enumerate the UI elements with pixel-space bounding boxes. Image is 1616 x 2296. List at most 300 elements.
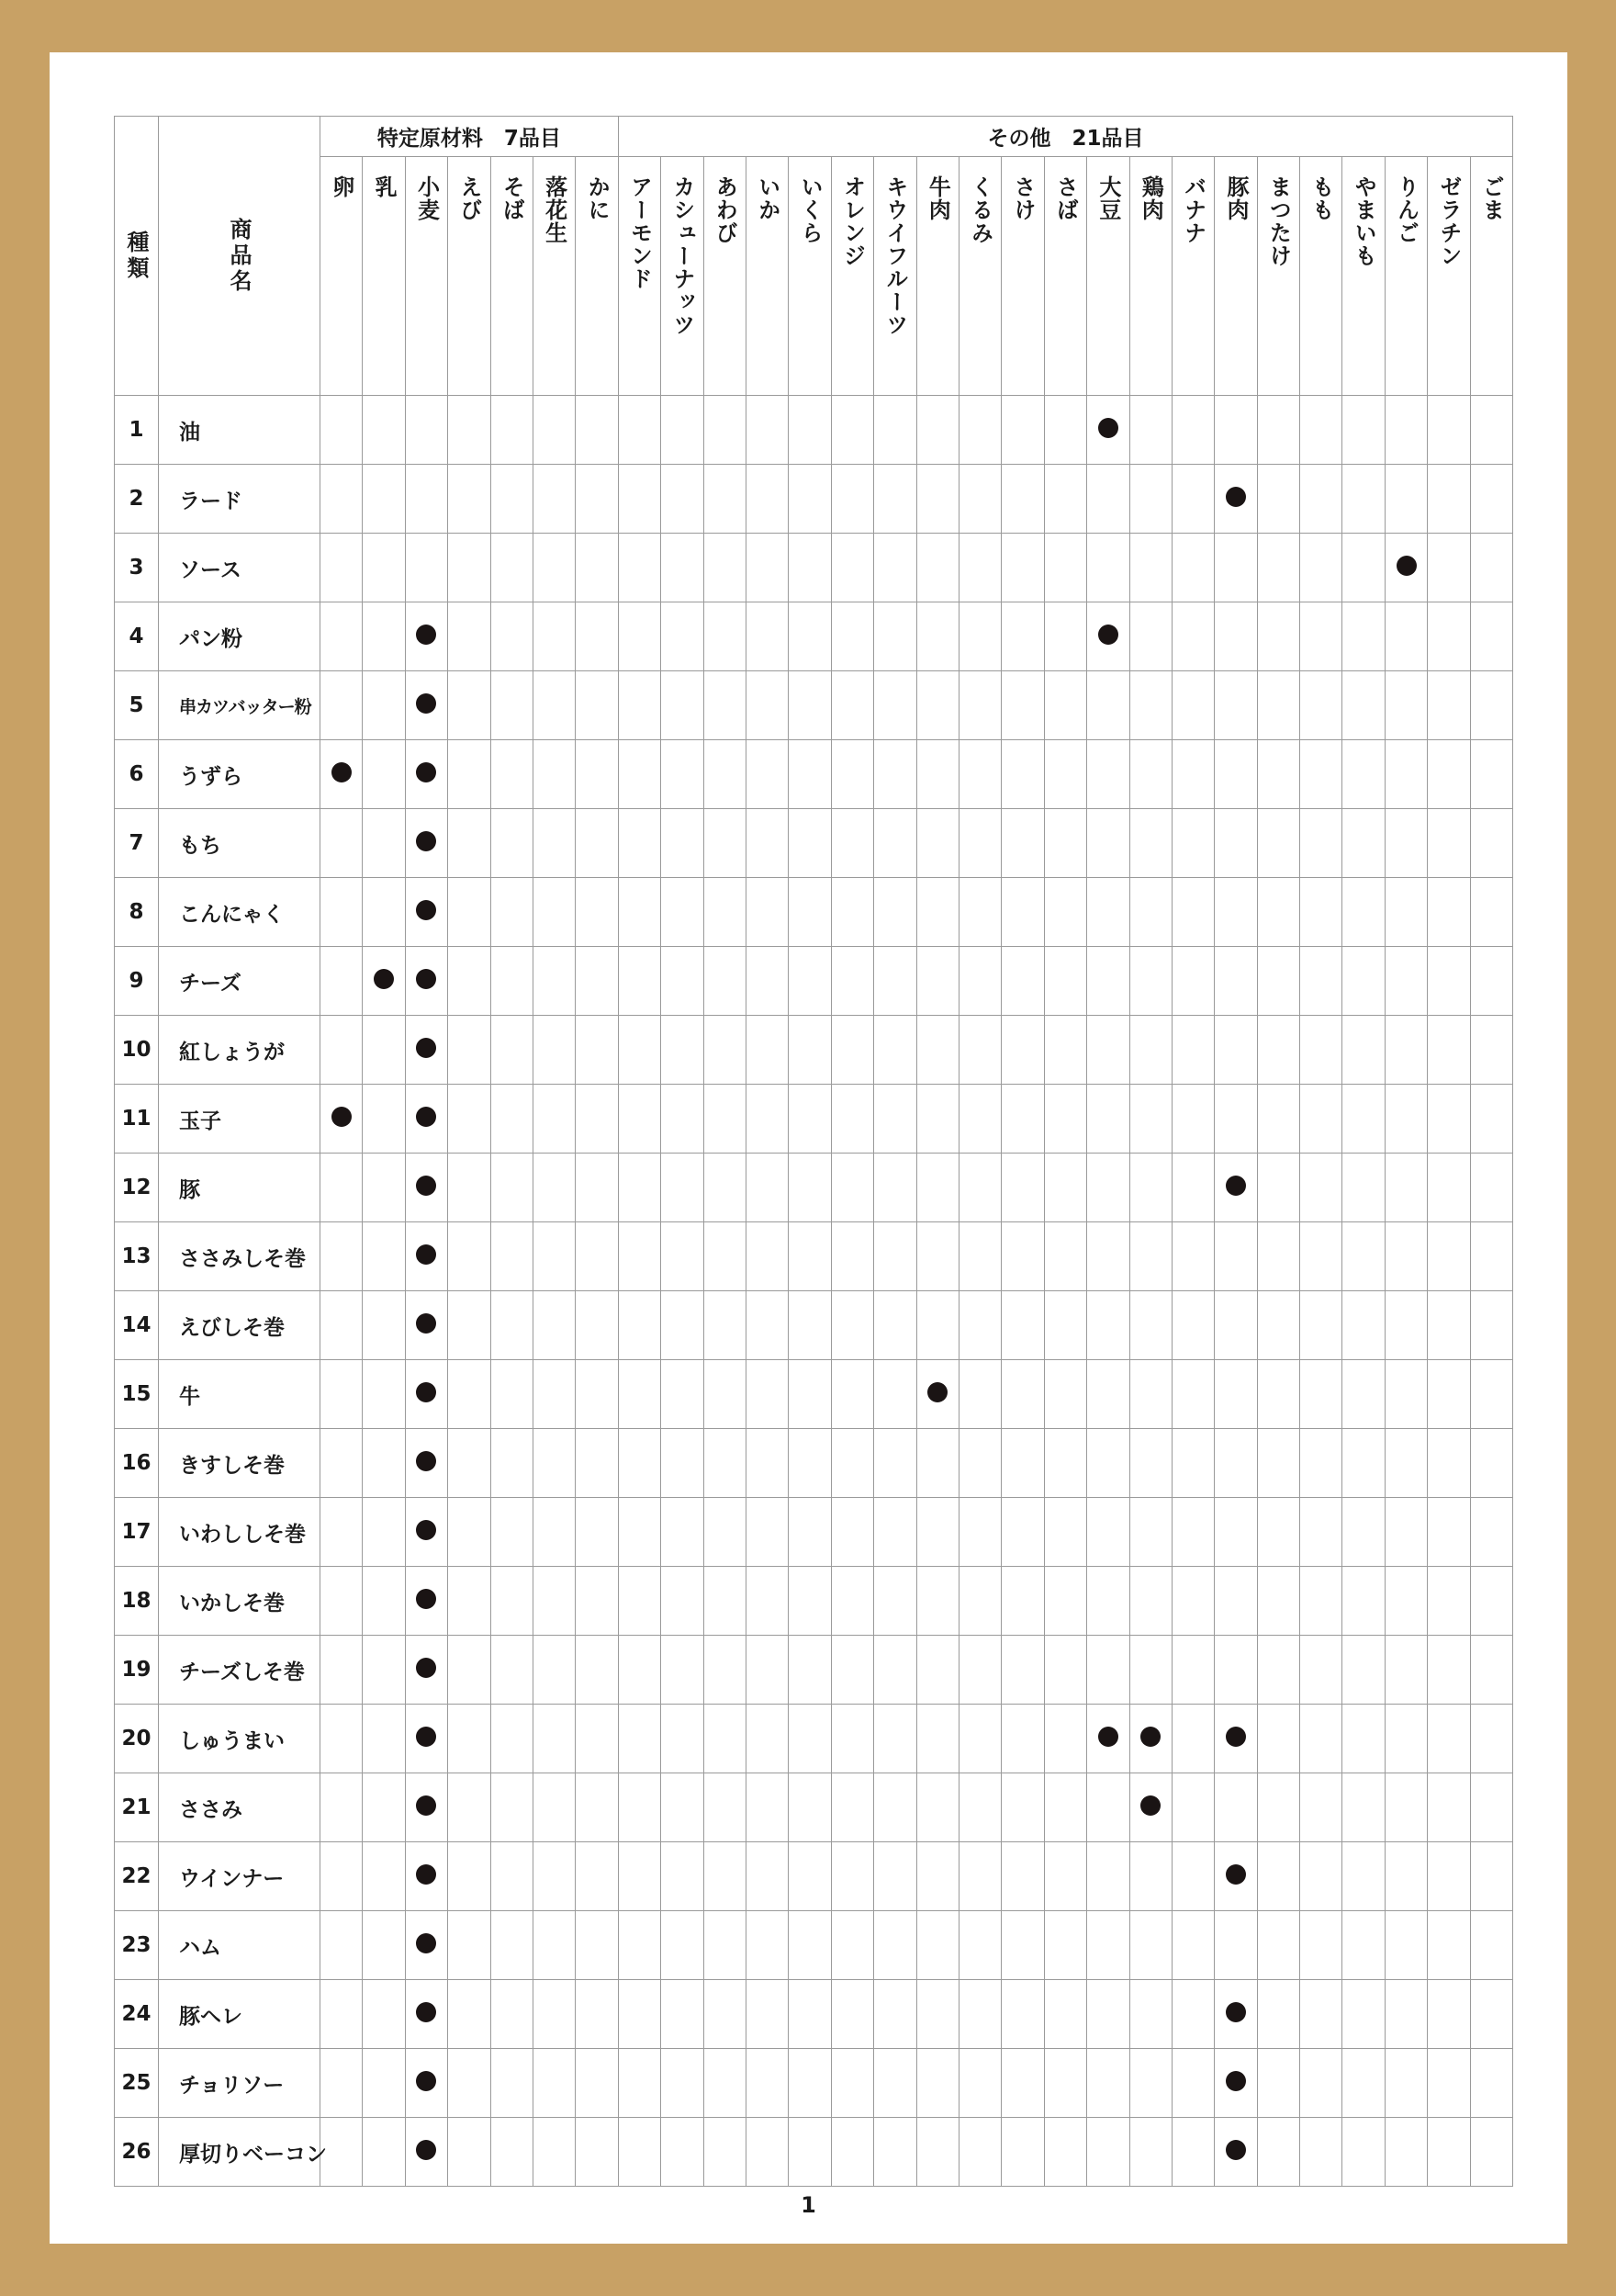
allergen-cell	[959, 1980, 1001, 2049]
allergen-cell	[576, 534, 618, 602]
allergen-cell	[916, 534, 959, 602]
allergen-cell	[576, 1085, 618, 1154]
allergen-cell	[916, 740, 959, 809]
allergen-cell	[1129, 809, 1172, 878]
allergen-cell	[1342, 671, 1385, 740]
allergen-cell	[1215, 740, 1257, 809]
allergen-cell	[1470, 947, 1512, 1016]
allergen-cell	[363, 1085, 405, 1154]
allergen-cell	[448, 1567, 490, 1636]
allergen-cell	[1215, 1636, 1257, 1705]
allergen-cell	[916, 1360, 959, 1429]
allergen-cell	[405, 671, 447, 740]
allergen-cell	[703, 1705, 746, 1773]
allergen-cell	[1172, 1773, 1214, 1842]
allergen-cell	[661, 1360, 703, 1429]
allergen-cell	[1342, 602, 1385, 671]
allergen-cell	[1342, 465, 1385, 534]
allergen-cell	[831, 396, 873, 465]
allergen-cell	[1002, 1498, 1044, 1567]
allergen-cell	[1428, 465, 1470, 534]
allergen-cell	[1470, 1016, 1512, 1085]
allergen-cell	[490, 1360, 533, 1429]
allergen-cell	[448, 396, 490, 465]
allergen-column-header: やまいも	[1342, 157, 1385, 396]
allergen-cell	[618, 1636, 660, 1705]
allergen-table	[114, 116, 1513, 2187]
product-name: チョリソー	[159, 2049, 320, 2118]
contains-dot-icon	[416, 2140, 436, 2160]
allergen-cell	[320, 1498, 363, 1567]
allergen-cell	[618, 534, 660, 602]
allergen-cell	[831, 809, 873, 878]
allergen-cell	[363, 809, 405, 878]
allergen-cell	[746, 878, 789, 947]
allergen-cell	[1428, 1429, 1470, 1498]
page-number: 1	[801, 2192, 816, 2218]
allergen-column-header: さば	[1044, 157, 1086, 396]
allergen-cell	[405, 1291, 447, 1360]
allergen-cell	[320, 1842, 363, 1911]
allergen-cell	[831, 1154, 873, 1222]
allergen-cell	[533, 947, 575, 1016]
allergen-cell	[959, 878, 1001, 947]
allergen-cell	[320, 1980, 363, 2049]
allergen-cell	[789, 1498, 831, 1567]
allergen-cell	[405, 2049, 447, 2118]
contains-dot-icon	[416, 1313, 436, 1334]
allergen-cell	[1215, 1567, 1257, 1636]
allergen-cell	[1087, 1705, 1129, 1773]
allergen-cell	[1342, 1498, 1385, 1567]
allergen-cell	[363, 1842, 405, 1911]
allergen-cell	[661, 671, 703, 740]
allergen-cell	[1215, 396, 1257, 465]
allergen-cell	[1300, 465, 1342, 534]
allergen-cell	[703, 1842, 746, 1911]
allergen-cell	[1385, 947, 1427, 1016]
allergen-column-header: さけ	[1002, 157, 1044, 396]
allergen-cell	[661, 2049, 703, 2118]
allergen-cell	[959, 1705, 1001, 1773]
allergen-cell	[1215, 1911, 1257, 1980]
allergen-cell	[1300, 534, 1342, 602]
allergen-cell	[874, 1980, 916, 2049]
allergen-cell	[789, 534, 831, 602]
allergen-cell	[916, 1705, 959, 1773]
table-row	[115, 396, 1513, 465]
allergen-cell	[490, 740, 533, 809]
allergen-cell	[1215, 1842, 1257, 1911]
contains-dot-icon	[1098, 418, 1118, 438]
allergen-cell	[1129, 602, 1172, 671]
allergen-cell	[959, 1154, 1001, 1222]
allergen-cell	[789, 2118, 831, 2187]
allergen-cell	[703, 1980, 746, 2049]
allergen-cell	[1087, 1016, 1129, 1085]
allergen-cell	[320, 1222, 363, 1291]
allergen-cell	[959, 1085, 1001, 1154]
allergen-cell	[1257, 1636, 1299, 1705]
allergen-cell	[448, 1636, 490, 1705]
allergen-cell	[916, 809, 959, 878]
allergen-cell	[1257, 1980, 1299, 2049]
allergen-cell	[1087, 534, 1129, 602]
allergen-cell	[661, 534, 703, 602]
allergen-cell	[1044, 1636, 1086, 1705]
allergen-cell	[448, 1429, 490, 1498]
allergen-cell	[916, 2118, 959, 2187]
allergen-cell	[1044, 1291, 1086, 1360]
row-number: 14	[115, 1291, 159, 1360]
allergen-cell	[1002, 1085, 1044, 1154]
allergen-cell	[320, 465, 363, 534]
allergen-cell	[789, 1429, 831, 1498]
allergen-cell	[1470, 1291, 1512, 1360]
allergen-cell	[1385, 1980, 1427, 2049]
allergen-cell	[448, 1980, 490, 2049]
allergen-cell	[363, 1636, 405, 1705]
row-number: 26	[115, 2118, 159, 2187]
allergen-cell	[576, 1705, 618, 1773]
allergen-cell	[576, 602, 618, 671]
allergen-cell	[576, 1154, 618, 1222]
allergen-cell	[405, 1636, 447, 1705]
allergen-cell	[661, 1154, 703, 1222]
allergen-cell	[1428, 947, 1470, 1016]
allergen-cell	[831, 1705, 873, 1773]
allergen-cell	[1002, 809, 1044, 878]
row-number: 4	[115, 602, 159, 671]
allergen-cell	[1300, 1773, 1342, 1842]
allergen-cell	[959, 1016, 1001, 1085]
row-number: 16	[115, 1429, 159, 1498]
allergen-cell	[661, 1705, 703, 1773]
contains-dot-icon	[1098, 625, 1118, 645]
allergen-cell	[363, 1429, 405, 1498]
allergen-cell	[831, 465, 873, 534]
allergen-cell	[1342, 878, 1385, 947]
allergen-cell	[490, 1154, 533, 1222]
table-row	[115, 602, 1513, 671]
allergen-cell	[1087, 1842, 1129, 1911]
allergen-cell	[405, 1911, 447, 1980]
specific-ingredients-header: 特定原材料 7品目	[320, 117, 619, 157]
allergen-cell	[916, 671, 959, 740]
allergen-cell	[1172, 396, 1214, 465]
allergen-cell	[490, 602, 533, 671]
allergen-cell	[831, 1842, 873, 1911]
allergen-column-header: かに	[576, 157, 618, 396]
allergen-cell	[1087, 1154, 1129, 1222]
allergen-cell	[874, 1085, 916, 1154]
product-name: 玉子	[159, 1085, 320, 1154]
allergen-cell	[1428, 2049, 1470, 2118]
allergen-cell	[1087, 1291, 1129, 1360]
allergen-cell	[789, 465, 831, 534]
allergen-cell	[959, 602, 1001, 671]
table-row	[115, 1360, 1513, 1429]
allergen-cell	[1342, 2049, 1385, 2118]
allergen-cell	[1385, 1636, 1427, 1705]
allergen-cell	[1470, 1705, 1512, 1773]
product-name: ハム	[159, 1911, 320, 1980]
allergen-cell	[490, 1911, 533, 1980]
allergen-cell	[959, 396, 1001, 465]
allergen-cell	[320, 947, 363, 1016]
allergen-cell	[320, 1360, 363, 1429]
allergen-cell	[789, 671, 831, 740]
product-name: うずら	[159, 740, 320, 809]
allergen-cell	[1215, 465, 1257, 534]
allergen-cell	[1002, 947, 1044, 1016]
allergen-cell	[363, 1773, 405, 1842]
allergen-cell	[1215, 1222, 1257, 1291]
allergen-cell	[363, 1360, 405, 1429]
allergen-cell	[1215, 1705, 1257, 1773]
allergen-cell	[703, 1154, 746, 1222]
allergen-cell	[448, 878, 490, 947]
allergen-cell	[576, 1016, 618, 1085]
allergen-cell	[703, 1291, 746, 1360]
allergen-cell	[1385, 2049, 1427, 2118]
allergen-cell	[1002, 1705, 1044, 1773]
allergen-cell	[1470, 602, 1512, 671]
row-number: 24	[115, 1980, 159, 2049]
allergen-cell	[363, 1705, 405, 1773]
allergen-cell	[916, 602, 959, 671]
allergen-cell	[1385, 878, 1427, 947]
allergen-cell	[320, 878, 363, 947]
allergen-cell	[618, 1773, 660, 1842]
allergen-cell	[1129, 1636, 1172, 1705]
allergen-cell	[1172, 465, 1214, 534]
allergen-cell	[661, 1429, 703, 1498]
allergen-cell	[1002, 740, 1044, 809]
allergen-cell	[661, 1291, 703, 1360]
allergen-cell	[1087, 396, 1129, 465]
allergen-cell	[1428, 740, 1470, 809]
allergen-cell	[1470, 1567, 1512, 1636]
allergen-cell	[1300, 602, 1342, 671]
allergen-cell	[789, 947, 831, 1016]
allergen-cell	[1342, 1222, 1385, 1291]
allergen-cell	[1087, 1980, 1129, 2049]
row-number: 15	[115, 1360, 159, 1429]
contains-dot-icon	[416, 900, 436, 920]
allergen-cell	[320, 396, 363, 465]
allergen-cell	[1215, 947, 1257, 1016]
allergen-cell	[1129, 1222, 1172, 1291]
allergen-cell	[1470, 465, 1512, 534]
allergen-cell	[1129, 465, 1172, 534]
allergen-column-header: 乳	[363, 157, 405, 396]
allergen-cell	[1044, 878, 1086, 947]
allergen-cell	[1129, 1154, 1172, 1222]
allergen-cell	[1044, 1154, 1086, 1222]
allergen-cell	[618, 740, 660, 809]
allergen-cell	[1215, 1154, 1257, 1222]
contains-dot-icon	[416, 1176, 436, 1196]
allergen-cell	[533, 465, 575, 534]
allergen-cell	[831, 1773, 873, 1842]
allergen-cell	[789, 396, 831, 465]
allergen-cell	[490, 671, 533, 740]
allergen-cell	[1172, 2118, 1214, 2187]
allergen-cell	[533, 1016, 575, 1085]
allergen-cell	[576, 1980, 618, 2049]
allergen-cell	[874, 1154, 916, 1222]
allergen-cell	[405, 1360, 447, 1429]
allergen-cell	[448, 1154, 490, 1222]
allergen-cell	[874, 2118, 916, 2187]
allergen-cell	[320, 809, 363, 878]
allergen-cell	[661, 2118, 703, 2187]
contains-dot-icon	[1226, 487, 1246, 507]
allergen-cell	[746, 1498, 789, 1567]
allergen-cell	[1300, 1360, 1342, 1429]
allergen-cell	[320, 1016, 363, 1085]
allergen-cell	[1342, 534, 1385, 602]
allergen-cell	[448, 602, 490, 671]
table-row	[115, 671, 1513, 740]
allergen-cell	[661, 1016, 703, 1085]
allergen-cell	[363, 947, 405, 1016]
allergen-cell	[1215, 1498, 1257, 1567]
allergen-cell	[959, 947, 1001, 1016]
allergen-cell	[1002, 1911, 1044, 1980]
contains-dot-icon	[416, 831, 436, 851]
table-row	[115, 1911, 1513, 1980]
allergen-cell	[831, 671, 873, 740]
allergen-cell	[1300, 947, 1342, 1016]
allergen-cell	[1172, 740, 1214, 809]
allergen-cell	[1342, 1429, 1385, 1498]
allergen-cell	[789, 1567, 831, 1636]
allergen-cell	[1172, 878, 1214, 947]
allergen-cell	[448, 740, 490, 809]
allergen-cell	[618, 396, 660, 465]
allergen-cell	[916, 947, 959, 1016]
allergen-cell	[1044, 2118, 1086, 2187]
allergen-cell	[1342, 1911, 1385, 1980]
contains-dot-icon	[331, 1107, 352, 1127]
table-row	[115, 1705, 1513, 1773]
allergen-cell	[831, 1429, 873, 1498]
allergen-cell	[1385, 1773, 1427, 1842]
allergen-cell	[661, 1911, 703, 1980]
allergen-cell	[405, 534, 447, 602]
allergen-cell	[490, 1980, 533, 2049]
allergen-cell	[1044, 1498, 1086, 1567]
allergen-cell	[448, 2049, 490, 2118]
allergen-cell	[576, 878, 618, 947]
row-number: 1	[115, 396, 159, 465]
allergen-cell	[1300, 671, 1342, 740]
allergen-cell	[746, 396, 789, 465]
allergen-cell	[1257, 1842, 1299, 1911]
allergen-cell	[661, 1498, 703, 1567]
allergen-cell	[789, 1016, 831, 1085]
contains-dot-icon	[416, 1520, 436, 1540]
allergen-cell	[661, 1842, 703, 1911]
allergen-cell	[1385, 809, 1427, 878]
allergen-cell	[789, 602, 831, 671]
allergen-cell	[874, 1773, 916, 1842]
contains-dot-icon	[416, 2071, 436, 2091]
allergen-cell	[533, 1705, 575, 1773]
allergen-column-header: ごま	[1470, 157, 1512, 396]
allergen-cell	[1300, 1291, 1342, 1360]
allergen-cell	[1002, 2049, 1044, 2118]
allergen-column-header: くるみ	[959, 157, 1001, 396]
allergen-cell	[661, 809, 703, 878]
allergen-cell	[448, 2118, 490, 2187]
allergen-cell	[1044, 947, 1086, 1016]
allergen-cell	[490, 1636, 533, 1705]
allergen-cell	[1300, 1154, 1342, 1222]
allergen-cell	[618, 1085, 660, 1154]
allergen-column-header: 鶏肉	[1129, 157, 1172, 396]
allergen-cell	[1257, 2118, 1299, 2187]
other-ingredients-header: その他 21品目	[618, 117, 1512, 157]
allergen-cell	[703, 2118, 746, 2187]
allergen-cell	[405, 1498, 447, 1567]
allergen-cell	[831, 1911, 873, 1980]
allergen-cell	[1087, 878, 1129, 947]
allergen-cell	[1385, 1016, 1427, 1085]
allergen-cell	[1129, 1842, 1172, 1911]
allergen-cell	[1385, 1429, 1427, 1498]
allergen-cell	[448, 1773, 490, 1842]
allergen-cell	[1257, 1360, 1299, 1429]
allergen-header-row	[115, 157, 1513, 396]
allergen-cell	[363, 671, 405, 740]
allergen-cell	[703, 1085, 746, 1154]
contains-dot-icon	[416, 1727, 436, 1747]
allergen-cell	[1428, 396, 1470, 465]
allergen-cell	[916, 1291, 959, 1360]
allergen-cell	[746, 1842, 789, 1911]
group-header-row	[115, 117, 1513, 157]
allergen-cell	[405, 465, 447, 534]
contains-dot-icon	[1226, 1176, 1246, 1196]
allergen-cell	[618, 1429, 660, 1498]
allergen-cell	[405, 396, 447, 465]
allergen-cell	[448, 947, 490, 1016]
allergen-cell	[490, 1773, 533, 1842]
allergen-cell	[1215, 1980, 1257, 2049]
allergen-cell	[874, 1360, 916, 1429]
allergen-cell	[661, 1773, 703, 1842]
allergen-cell	[1385, 740, 1427, 809]
allergen-cell	[405, 1085, 447, 1154]
allergen-cell	[448, 465, 490, 534]
allergen-cell	[405, 1154, 447, 1222]
contains-dot-icon	[416, 1795, 436, 1816]
allergen-cell	[1257, 1429, 1299, 1498]
contains-dot-icon	[416, 1244, 436, 1265]
allergen-cell	[363, 740, 405, 809]
allergen-cell	[1129, 878, 1172, 947]
allergen-cell	[874, 878, 916, 947]
allergen-cell	[405, 602, 447, 671]
allergen-cell	[1044, 1980, 1086, 2049]
allergen-cell	[618, 809, 660, 878]
allergen-cell	[576, 740, 618, 809]
allergen-cell	[1385, 396, 1427, 465]
allergen-cell	[959, 534, 1001, 602]
